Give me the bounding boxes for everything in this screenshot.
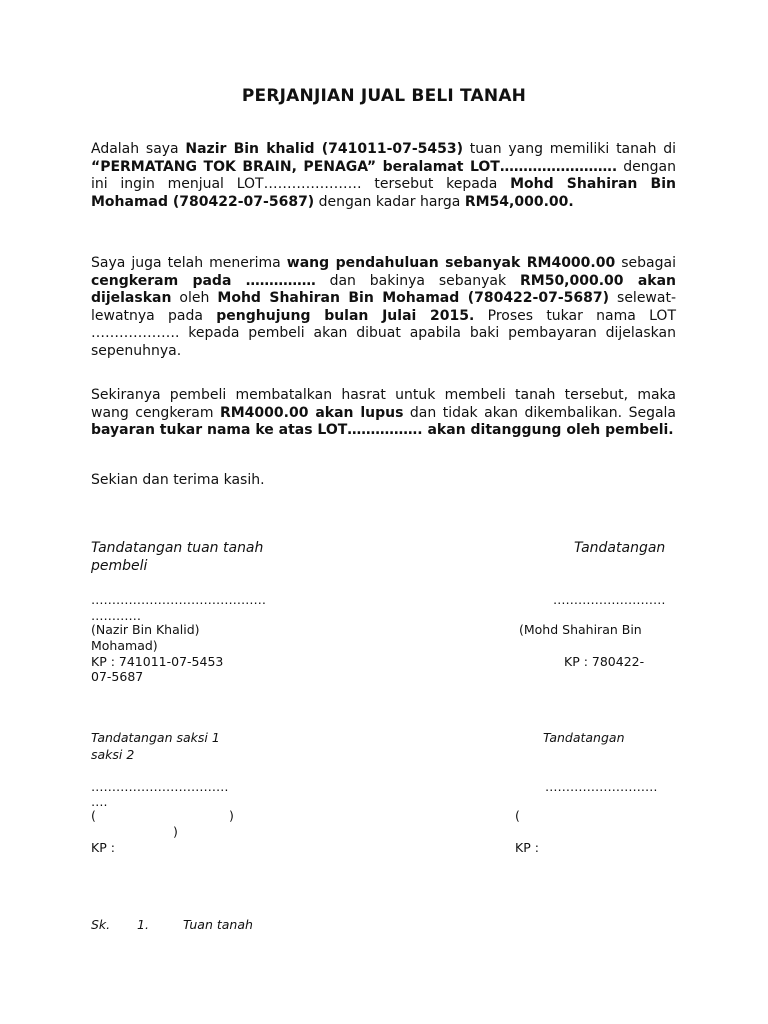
text-segment: dengan ini ingin menjual LOT………………… tersebut kepada [91, 158, 676, 192]
copy-to-number: 1. [137, 917, 149, 932]
owner-name: (Nazir Bin Khalid) [91, 622, 200, 637]
deposit-date: cengkeram pada …………… [91, 272, 316, 289]
buyer-name-cont: Mohamad) [91, 638, 158, 653]
payment-deadline: penghujung bulan Julai 2015. [216, 307, 475, 324]
witness2-signature-label-cont: saksi 2 [91, 747, 135, 762]
copy-to-label: Sk. [91, 917, 111, 932]
owner-signature-line: …………………………………… [91, 592, 266, 607]
witness2-signature-line: ……………………… [545, 779, 658, 794]
paragraph-seller-statement [91, 141, 676, 211]
owner-signature-line-cont: ………… [91, 608, 141, 623]
witness2-signature-label: Tandatangan [543, 730, 625, 745]
copy-to-recipient: Tuan tanah [183, 917, 253, 932]
text-segment: dengan kadar harga [314, 193, 465, 210]
buyer-signature-label-cont: pembeli [91, 558, 148, 574]
deposit-amount: wang pendahuluan sebanyak RM4000.00 [286, 255, 616, 271]
witness1-signature-line: …………………………… [91, 779, 229, 794]
buyer-name-ic: Mohd Shahiran Bin Mohamad (780422-07-5687) [217, 290, 610, 306]
buyer-name-ic: Mohd Shahiran Bin Mohamad (780422-07-5687) [91, 176, 676, 210]
owner-ic-number: KP : 741011-07-5453 [91, 654, 224, 669]
text-segment: dan bakinya sebanyak [315, 272, 520, 289]
buyer-signature-label: Tandatangan [574, 540, 666, 556]
witness2-ic-number: KP : [515, 840, 539, 855]
witness1-name-open: ( [91, 808, 96, 823]
witness2-name-close: ) [173, 824, 178, 839]
witness1-signature-label: Tandatangan saksi 1 [91, 730, 220, 745]
transfer-cost-clause: bayaran tukar nama ke atas LOT……………. akan ditanggung oleh pembeli. [91, 422, 674, 438]
buyer-name: (Mohd Shahiran Bin [519, 622, 642, 637]
buyer-signature-line: ……………………… [553, 592, 666, 607]
balance-amount: RM50,000.00 akan dijelaskan [91, 272, 676, 306]
paragraph-deposit [91, 255, 676, 360]
witness1-ic-number: KP : [91, 840, 115, 855]
land-location: “PERMATANG TOK BRAIN, PENAGA” beralamat LOT……………………. [91, 158, 618, 175]
seller-name-ic: Nazir Bin khalid (741011-07-5453) [185, 141, 464, 157]
sale-price: RM54,000.00. [464, 193, 574, 210]
text-segment: Proses tukar nama LOT ………………. kepada pembeli akan dibuat apabila baki pembayaran dijelaskan sepenuhnya. [91, 307, 677, 359]
text-segment: Adalah saya [91, 141, 186, 157]
text-segment: Saya juga telah menerima [91, 255, 287, 271]
text-segment: oleh [171, 290, 218, 306]
text-segment: dan tidak akan dikembalikan. Segala [403, 404, 676, 421]
forfeit-clause: RM4000.00 akan lupus [219, 404, 404, 421]
text-segment: Sekiranya pembeli membatalkan hasrat untuk membeli tanah tersebut, maka wang cengkeram [91, 387, 676, 421]
text-segment: tuan yang memiliki tanah di [463, 141, 676, 157]
witness2-name-open: ( [515, 808, 520, 823]
owner-signature-label: Tandatangan tuan tanah [91, 540, 264, 556]
text-segment: sebagai [615, 255, 676, 271]
witness1-name-close: ) [229, 808, 234, 823]
document-title: PERJANJIAN JUAL BELI TANAH [241, 86, 527, 106]
witness1-signature-line-cont: …. [91, 794, 108, 809]
text-segment: selewat-lewatnya pada [91, 290, 677, 324]
buyer-ic-number-cont: 07-5687 [91, 669, 144, 684]
paragraph-cancellation [91, 387, 676, 440]
buyer-ic-number: KP : 780422- [564, 654, 645, 669]
closing-line: Sekian dan terima kasih. [91, 472, 265, 488]
